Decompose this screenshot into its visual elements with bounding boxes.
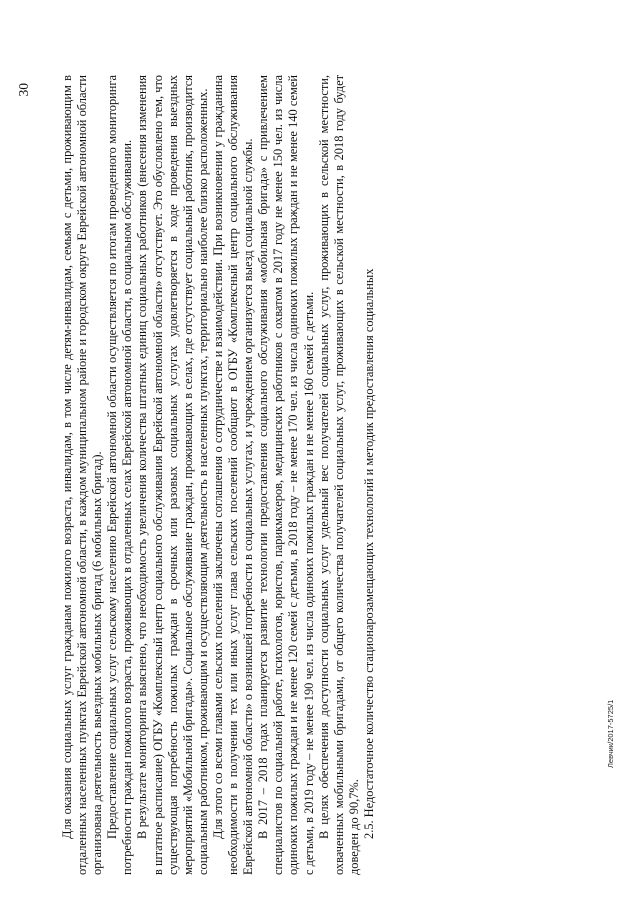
paragraph: В целях обеспечения доступности социальных услуг удельный вес получателей социальных услуг, проживающих в сельской местности, охваченных мобильными бригадами, от общего количества получателей социальных услуг, проживающих в сельской местности, в 2018 году будет доведен до 90,7%. bbox=[316, 75, 361, 875]
page-number: 30 bbox=[16, 83, 31, 97]
paragraph: В результате мониторинга выяснено, что необходимость увеличения количества штатных единиц социальных работников (внесения изменения в штатное расписание) ОГБУ «Комплексный центр социального обслуживания Еврейской автономной области» отсутствует. Это обусловлено тем, что существующая потребность пожилых граждан в срочных или разовых социальных услугах удовлетворяется в ходе проведения выездных мероприятий «Мобильной бригады». Социальное обслуживание граждан, проживающих в селах, где отсутствует социальный работник, производится социальным работником, проживающим и осуществляющим деятельность в населенных пунктах, территориально наиболее близко расположенных. bbox=[135, 75, 210, 875]
rotated-text-block bbox=[16, 75, 520, 875]
document-code: Левчик/2017-5725/1 bbox=[606, 699, 615, 768]
paragraph: 2.5. Недостаточное количество стационарозамещающих технологий и методик предоставления социальных bbox=[361, 268, 376, 839]
paragraph: Для оказания социальных услуг гражданам пожилого возраста, инвалидам, в том числе детям-инвалидам, семьям с детьми, проживающим в отдаленных населенных пунктах Еврейской автономной области, в каждом муниципальном районе и городском округе Еврейской автономной области организована деятельность выездных мобильных бригад (6 мобильных бригад). bbox=[60, 75, 105, 875]
paragraph: В 2017 – 2018 годах планируется развитие технологии предоставления социального обслуживания «мобильная бригада» с привлечением специалистов по социальной работе, психологов, юристов, парикмахеров, медицинских работников с охватом в 2017 году не менее 150 чел. из числа одиноких пожилых граждан и не менее 120 семей с детьми, в 2018 году – не менее 170 чел. из числа одиноких пожилых граждан и не менее 140 семей с детьми, в 2019 году – не менее 190 чел. из числа одиноких пожилых граждан и не менее 160 семей с детьми. bbox=[256, 75, 316, 875]
paragraph: Для этого со всеми главами сельских поселений заключены соглашения о сотрудничестве и взаимодействии. При возникновении у гражданина необходимости в получении тех или иных услуг глава сельских поселений сообщают в ОГБУ «Комплексный центр социального обслуживания Еврейской автономной области» о возникшей потребности в социальных услугах, и учреждением организуется выезд социальной службы. bbox=[210, 75, 256, 875]
document-body bbox=[60, 75, 377, 875]
paragraph: Предоставление социальных услуг сельскому населению Еврейской автономной области осуществляется по итогам проведенного мониторинга потребности граждан пожилого возраста, проживающих в отдаленных селах Еврейской автономной области, в социальном обслуживании. bbox=[105, 75, 135, 875]
